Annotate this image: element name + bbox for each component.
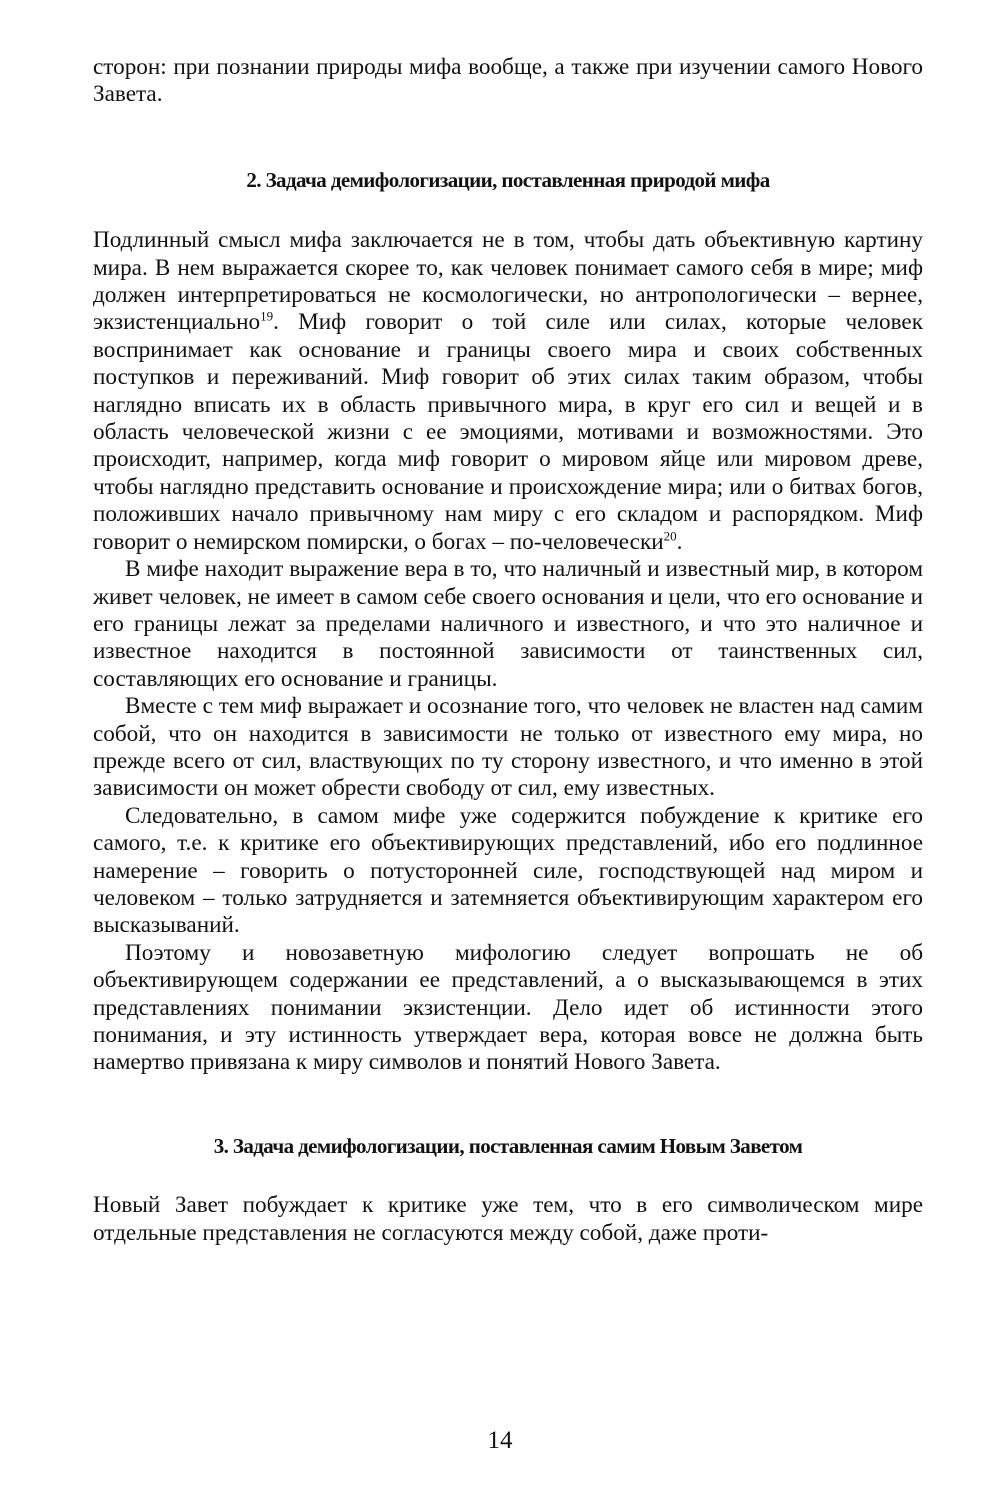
section-3-heading: 3. Задача демифологизации, поставленная самим Новым Заветом	[213, 1133, 803, 1158]
page-body	[93, 54, 923, 1247]
paragraph-text: Подлинный смысл мифа заключается не в том, чтобы дать объективную картину мира. В нем выражается скорее то, как человек понимает самого себя в мире; миф должен интерпретироваться не космологически, но антропологически – вернее, экзистенциально	[93, 227, 923, 336]
section-3-paragraph-1: Новый Завет побуждает к критике уже тем, что в его символическом мире отдельные представления не согласуются между собой, даже проти-	[93, 1192, 923, 1246]
section-2-paragraph-1	[93, 227, 923, 556]
opening-paragraph: сторон: при познании природы мифа вообще, а также при изучении самого Нового Завета.	[93, 54, 923, 108]
section-2-paragraph-5: Поэтому и новозаветную мифологию следует вопрошать не об объективирующем содержании ее представлений, а о высказывающемся в этих представлениях понимании экзистенции. Дело идет об истинности этого понимания, и эту истинность утверждает вера, которая вовсе не должна быть намертво привязана к миру символов и понятий Нового Завета.	[93, 939, 923, 1076]
page-number: 14	[487, 1427, 513, 1454]
section-2-paragraph-2: В мифе находит выражение вера в то, что наличный и известный мир, в котором живет человек, не имеет в самом себе своего основания и цели, что его основание и его границы лежат за пределами наличного и известного, и что это наличное и известное находится в постоянной зависимости от таинственных сил, составляющих его основание и границы.	[93, 556, 923, 692]
section-2-heading: 2. Задача демифологизации, поставленная природой мифа	[246, 167, 770, 192]
paragraph-text: . Миф говорит о той силе или силах, которые человек воспринимает как основание и границы своего мира и своих собственных поступков и переживаний. Миф говорит об этих силах таким образом, чтобы наглядно вписать их в область привычного мира, в круг его сил и вещей и в область человеческой жизни с ее эмоциями, мотивами и возможностями. Это происходит, например, когда миф говорит о мировом яйце или мировом древе, чтобы наглядно представить основание и происхождение мира; или о битвах богов, положивших начало привычному нам миру с его складом и распорядком. Миф говорит о немирском помирски, о богах – по-человечески	[93, 309, 923, 555]
section-2-paragraph-3: Вместе с тем миф выражает и осознание того, что человек не властен над самим собой, что он находится в зависимости не только от известного ему мира, но прежде всего от сил, властвующих по ту сторону известного, и что именно в этой зависимости он может обрести свободу от сил, ему известных.	[93, 693, 923, 802]
footnote-marker-19[interactable]: 19	[260, 308, 274, 324]
footnote-marker-20[interactable]: 20	[663, 527, 677, 543]
section-2-paragraph-4: Следовательно, в самом мифе уже содержится побуждение к критике его самого, т.е. к критике его объективирующих представлений, ибо его подлинное намерение – говорить о потусторонней силе, господствующей над миром и человеком – только затрудняется и затемняется объективирующим характером его высказываний.	[93, 802, 923, 939]
paragraph-text: .	[676, 528, 683, 555]
